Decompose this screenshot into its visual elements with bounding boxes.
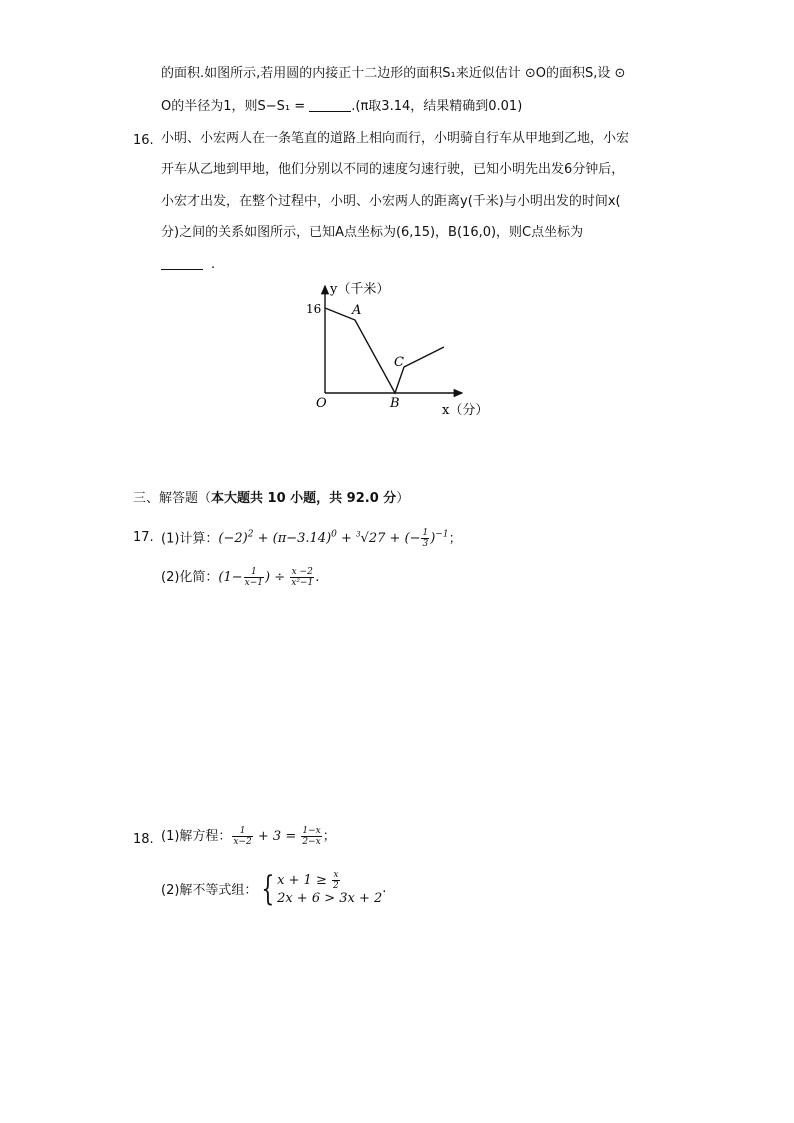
inequality-system: x + 1 ≥ $\frac{x}{2}$ 2x + 6 > 3x + 2 bbox=[277, 870, 383, 906]
left-brace: { bbox=[261, 868, 275, 909]
q16-line-5 bbox=[161, 255, 215, 275]
q15-note: .(π取3.14，结果精确到0.01) bbox=[351, 99, 523, 114]
q16-line-1: 小明、小宏两人在一条笔直的道路上相向而行，小明骑自行车从甲地到乙地，小宏 bbox=[161, 131, 630, 146]
q15-expr: O的半径为1，则S−S₁ = bbox=[161, 99, 310, 114]
point-a-label: A bbox=[352, 303, 362, 318]
q18-part-1 bbox=[161, 826, 336, 847]
section-title-prefix: 三、解答题（ bbox=[133, 491, 212, 506]
q18-part1-label: (1)解方程： bbox=[161, 829, 232, 844]
q16-line-4: 分)之间的关系如图所示，已知A点坐标为(6,15)，B(16,0)，则C点坐标为 bbox=[161, 225, 584, 240]
answer-blank bbox=[309, 97, 351, 112]
section-title bbox=[133, 489, 409, 509]
q18-number: 18. bbox=[133, 832, 154, 847]
q17-part2-expr: (1− $\frac{1}{x-1}$ ) ÷ $\frac{x -2}{\text{x²−1}}$ bbox=[218, 567, 314, 588]
graph-line bbox=[325, 308, 444, 393]
q16-end-dot: . bbox=[211, 257, 216, 272]
q18-part-2 bbox=[161, 870, 386, 907]
q16-number: 16. bbox=[133, 133, 154, 148]
q17-part-1 bbox=[161, 525, 462, 549]
q16-line-2: 开车从乙地到甲地，他们分别以不同的速度匀速行驶，已知小明先出发6分钟后， bbox=[161, 162, 625, 177]
point-b-label: B bbox=[390, 396, 400, 411]
q17-part1-end: ； bbox=[448, 531, 462, 547]
q16-line-3: 小宏才出发，在整个过程中，小明、小宏两人的距离y(千米)与小明出发的时间x( bbox=[161, 194, 621, 209]
q18-part1-expr: $\frac{1}{x-2}$ + 3 = $\frac{1-x}{2-x}$ bbox=[233, 826, 321, 847]
point-c-label: C bbox=[394, 355, 404, 370]
q18-part2-end: . bbox=[382, 881, 387, 896]
q15-line-1: 的面积.如图所示,若用圆的内接正十二边形的面积S₁来近似估计 ⊙O的面积S,设 ⊙ bbox=[161, 66, 626, 81]
origin-label: O bbox=[316, 396, 327, 411]
q15-line-2 bbox=[161, 97, 522, 117]
q17-part1-label: (1)计算： bbox=[161, 531, 219, 547]
q17-part2-label: (2)化简： bbox=[161, 570, 219, 585]
x-axis-label: x（分） bbox=[442, 403, 489, 418]
q17-number: 17. bbox=[133, 530, 154, 545]
y-axis-label: y（千米） bbox=[330, 282, 390, 297]
q17-part-2 bbox=[161, 567, 319, 588]
answer-blank bbox=[161, 255, 203, 270]
q17-part2-end: . bbox=[315, 570, 320, 585]
section-title-bold: 本大题共 10 小题，共 92.0 分 bbox=[211, 491, 397, 506]
distance-time-graph bbox=[300, 280, 500, 420]
q18-part2-label: (2)解不等式组： bbox=[161, 883, 258, 898]
q17-part1-expr: $(-2)^2 + (\pi-3.14)^0 + ^3√27$ + (− $\frac{1}{3}$ )$^{-1}$ bbox=[218, 528, 449, 550]
section-title-suffix: ） bbox=[396, 491, 410, 506]
y-tick-16: 16 bbox=[306, 302, 322, 316]
q18-part1-end: ； bbox=[322, 829, 336, 844]
